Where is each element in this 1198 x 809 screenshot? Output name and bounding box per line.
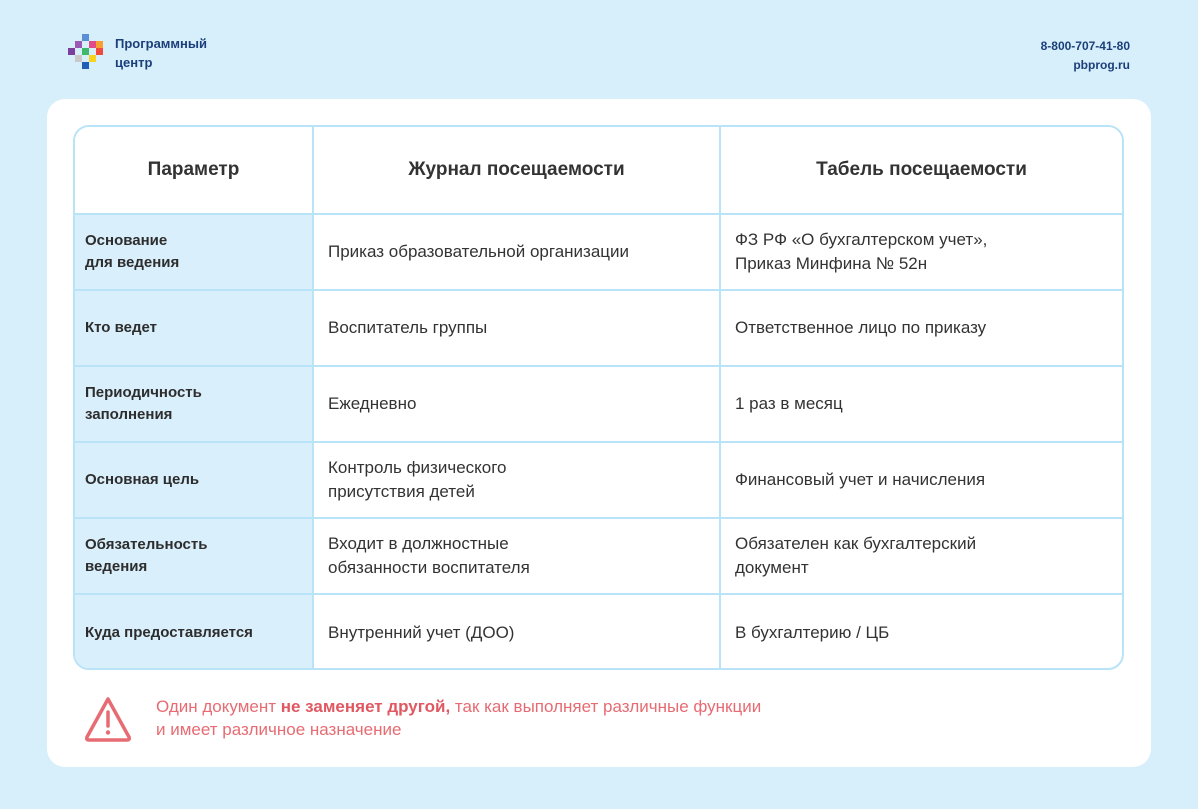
journal-cell: [313, 518, 720, 594]
table-header-row: [75, 127, 1122, 214]
tabel-cell: [720, 518, 1122, 594]
param-cell-line2: ведения: [85, 558, 148, 575]
warning-part2: так как выполняет различные функции: [450, 697, 762, 716]
table-row: [75, 594, 1122, 670]
table-row: [75, 518, 1122, 594]
warning-note: [83, 695, 983, 745]
tabel-cell-line1: 1 раз в месяц: [735, 394, 843, 413]
param-cell-line2: для ведения: [85, 254, 180, 271]
param-cell-line2: заполнения: [85, 406, 173, 423]
journal-cell-line1: Входит в должностные: [328, 534, 509, 553]
contacts: [1041, 37, 1130, 75]
journal-cell: [313, 366, 720, 442]
comparison-card: [47, 99, 1151, 767]
tabel-cell-line1: ФЗ РФ «О бухгалтерском учет»,: [735, 230, 988, 249]
journal-cell-line1: Ежедневно: [328, 394, 417, 413]
site-link[interactable]: pbprog.ru: [1073, 58, 1130, 72]
brand-name-line1: Программный: [115, 36, 207, 51]
warning-line1: [156, 695, 761, 718]
warning-triangle-icon: [83, 695, 133, 743]
brand-name[interactable]: [115, 34, 207, 72]
param-cell-line1: Основная цель: [85, 471, 200, 488]
tabel-cell-line2: документ: [735, 558, 809, 577]
tabel-cell-line1: Обязателен как бухгалтерский: [735, 534, 977, 553]
page-header: [0, 0, 1198, 100]
tabel-cell: [720, 442, 1122, 518]
tabel-cell: [720, 366, 1122, 442]
table-row: [75, 442, 1122, 518]
tabel-cell: [720, 290, 1122, 366]
journal-cell-line2: присутствия детей: [328, 482, 475, 501]
param-cell-line1: Периодичность: [85, 384, 202, 401]
table-row: [75, 214, 1122, 290]
tabel-cell-line1: Ответственное лицо по приказу: [735, 318, 987, 337]
tabel-cell: [720, 214, 1122, 290]
journal-cell: [313, 442, 720, 518]
journal-cell-line2: обязанности воспитателя: [328, 558, 530, 577]
param-cell: [75, 594, 313, 670]
tabel-cell-line1: В бухгалтерию / ЦБ: [735, 622, 890, 642]
header-tabel: Табель посещаемости: [720, 127, 1122, 214]
param-cell: [75, 366, 313, 442]
tabel-cell-line1: Финансовый учет и начисления: [735, 470, 986, 489]
journal-cell-line1: Контроль физического: [328, 458, 507, 477]
table-row: [75, 366, 1122, 442]
warning-line2: и имеет различное назначение: [156, 720, 402, 739]
brand-name-line2: центр: [115, 55, 153, 70]
comparison-table: [75, 127, 1122, 670]
param-cell-line1: Куда предоставляется: [85, 623, 253, 641]
logo-icon: [68, 34, 108, 74]
header-journal: Журнал посещаемости: [313, 127, 720, 214]
param-cell: [75, 518, 313, 594]
tabel-cell-line2: Приказ Минфина № 52н: [735, 254, 928, 273]
param-cell: [75, 214, 313, 290]
header-parameter: Параметр: [75, 127, 313, 214]
journal-cell-line1: Воспитатель группы: [328, 318, 488, 337]
journal-cell: [313, 290, 720, 366]
param-cell: [75, 290, 313, 366]
tabel-cell: [720, 594, 1122, 670]
journal-cell-line1: Приказ образовательной организации: [328, 242, 630, 261]
param-cell-line1: Кто ведет: [85, 319, 158, 336]
warning-bold: не заменяет другой,: [280, 697, 451, 716]
warning-part1: Один документ: [156, 697, 281, 716]
comparison-table-wrap: [73, 125, 1124, 670]
table-row: [75, 290, 1122, 366]
journal-cell-line1: Внутренний учет (ДОО): [328, 622, 515, 642]
journal-cell: [313, 594, 720, 670]
phone-link[interactable]: 8-800-707-41-80: [1040, 39, 1130, 53]
param-cell: [75, 442, 313, 518]
param-cell-line1: Обязательность: [85, 536, 208, 553]
warning-text: [156, 695, 761, 741]
param-cell-line1: Основание: [85, 232, 168, 249]
journal-cell: [313, 214, 720, 290]
